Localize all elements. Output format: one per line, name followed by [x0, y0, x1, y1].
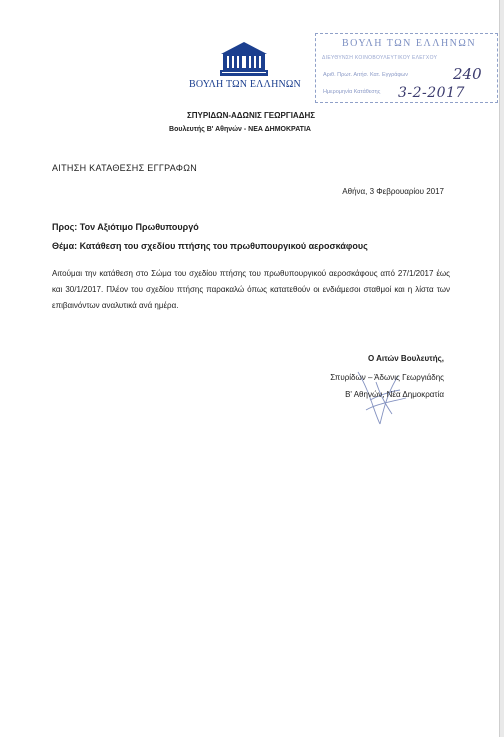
parliament-name: ΒΟΥΛΗ ΤΩΝ ΕΛΛΗΝΩΝ — [189, 79, 301, 90]
stamp-department: ΔΙΕΥΘΥΝΣΗ ΚΟΙΝΟΒΟΥΛΕΥΤΙΚΟΥ ΕΛΕΓΧΟΥ — [322, 55, 438, 61]
subject-line: Θέμα: Κατάθεση του σχεδίου πτήσης του πρωθυπουργικού αεροσκάφους — [52, 241, 368, 251]
document-date: Αθήνα, 3 Φεβρουαρίου 2017 — [342, 187, 444, 196]
signature-closing: Ο Αιτών Βουλευτής, — [368, 354, 444, 363]
parliament-building-icon — [218, 40, 270, 80]
stamp-protocol-number: 240 — [453, 65, 482, 83]
signature-name: Σπυρίδων – Άδωνις Γεωργιάδης — [330, 373, 444, 382]
document-title: ΑΙΤΗΣΗ ΚΑΤΑΘΕΣΗΣ ΕΓΓΡΑΦΩΝ — [52, 163, 198, 173]
sender-role: Βουλευτής Β' Αθηνών - ΝΕΑ ΔΗΜΟΚΡΑΤΙΑ — [169, 126, 311, 133]
recipient-line: Προς: Τον Αξιότιμο Πρωθυπουργό — [52, 222, 199, 232]
signature-role: Β' Αθηνών, Νέα Δημοκρατία — [345, 390, 444, 399]
sender-name: ΣΠΥΡΙΔΩΝ-ΑΔΩΝΙΣ ΓΕΩΡΓΙΑΔΗΣ — [186, 111, 316, 120]
stamp-title: ΒΟΥΛΗ ΤΩΝ ΕΛΛΗΝΩΝ — [342, 38, 477, 49]
body-paragraph: Αιτούμαι την κατάθεση στο Σώμα του σχεδίου πτήσης του πρωθυπουργικού αεροσκάφους από 27/1/2017 έως και 30/1/2017. Πλέον του σχεδίου πτήσης παρακαλώ όπως κατατεθούν οι ενδιάμεσοι σταθμοί και η λίστα των επιβαινόντων αναλυτικά ανά ημέρα. — [52, 269, 450, 310]
stamp-date: 3-2-2017 — [398, 85, 465, 101]
stamp-protocol-label: Αριθ. Πρωτ. Αιτήσ. Κατ. Εγγράφων — [323, 72, 409, 78]
stamp-date-label: Ημερομηνία Κατάθεσης — [323, 89, 381, 95]
